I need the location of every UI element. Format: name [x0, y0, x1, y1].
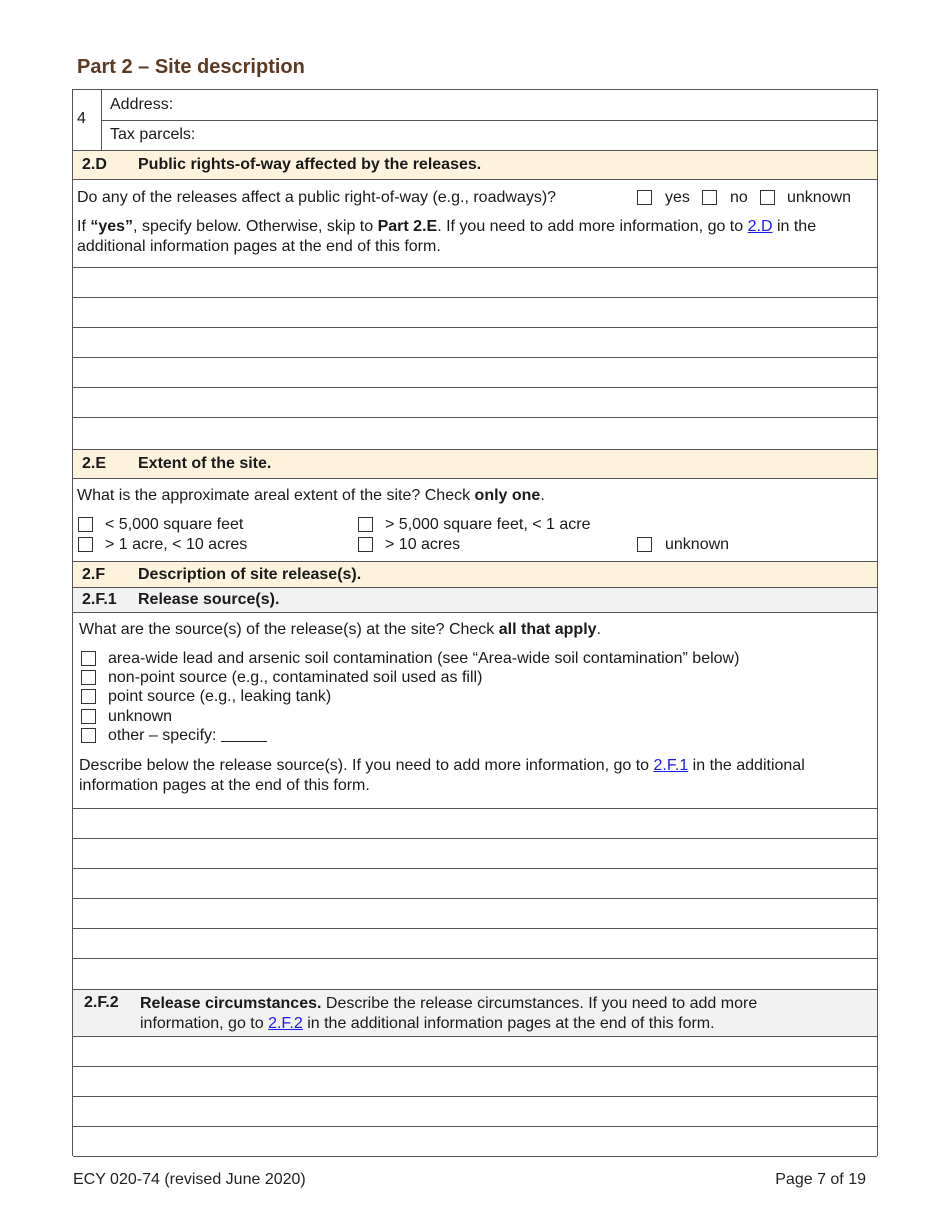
row-of-way-note — [77, 217, 871, 257]
extent-label: > 5,000 square feet, < 1 acre — [385, 516, 591, 533]
source-label-other — [108, 727, 267, 745]
source-question — [79, 621, 601, 639]
section-text: Describe the release circumstances. If you need to add more information, go to — [140, 995, 758, 1032]
entry-line-2f2-4[interactable] — [73, 1127, 877, 1157]
section-title: Release source(s). — [138, 591, 280, 608]
entry-line-2f1-3[interactable] — [73, 869, 877, 899]
address-label: Address: — [110, 96, 174, 113]
entry-line-2f1-2[interactable] — [73, 839, 877, 869]
unknown-label: unknown — [787, 189, 852, 206]
section-number: 2.F.1 — [82, 591, 117, 608]
source-label: unknown — [108, 708, 173, 725]
question-bold: only one — [474, 487, 541, 504]
note-text: in the additional information pages at the end of this form. — [79, 757, 805, 794]
section-2f2-text — [140, 994, 840, 1034]
extent-question — [77, 487, 545, 505]
entry-line-2f1-5[interactable] — [73, 929, 877, 959]
tax-parcels-field[interactable] — [102, 120, 877, 150]
section-number: 2.D — [82, 156, 107, 173]
link-2f2[interactable]: 2.F.2 — [268, 1015, 303, 1032]
source-label: area-wide lead and arsenic soil contamination (see “Area-wide soil contamination” below) — [108, 650, 740, 667]
link-2d[interactable]: 2.D — [747, 218, 773, 235]
section-2e-header — [73, 450, 877, 479]
note-text: , specify below. Otherwise, skip to — [133, 218, 378, 235]
extent-label: > 1 acre, < 10 acres — [105, 536, 248, 553]
entry-line-2f2-3[interactable] — [73, 1097, 877, 1127]
entry-line-2d-5[interactable] — [73, 388, 877, 418]
source-checkbox-unknown[interactable] — [81, 709, 96, 724]
row-address-tax — [73, 90, 877, 151]
source-checkbox-non-point[interactable] — [81, 670, 96, 685]
section-title: Description of site release(s). — [138, 566, 362, 583]
yes-label: yes — [665, 189, 690, 206]
extent-label: unknown — [665, 536, 730, 553]
section-2f1-header — [73, 588, 877, 613]
source-checkbox-point[interactable] — [81, 689, 96, 704]
note-text: Describe below the release source(s). If you need to add more information, go to — [79, 757, 654, 774]
section-title: Extent of the site. — [138, 455, 272, 472]
yes-checkbox[interactable] — [637, 190, 652, 205]
source-label: non-point source (e.g., contaminated soil used as fill) — [108, 669, 483, 686]
entry-line-2f1-6[interactable] — [73, 959, 877, 990]
row-of-way-question: Do any of the releases affect a public right-of-way (e.g., roadways)? — [77, 189, 557, 206]
entry-line-2d-1[interactable] — [73, 268, 877, 298]
entry-line-2d-2[interactable] — [73, 298, 877, 328]
section-text: in the additional information pages at the end of this form. — [302, 1015, 715, 1032]
section-2d-body — [73, 180, 877, 268]
part-title: Part 2 – Site description — [77, 56, 305, 78]
entry-line-2d-6[interactable] — [73, 418, 877, 450]
source-label: point source (e.g., leaking tank) — [108, 688, 332, 705]
note-bold-yes: “yes” — [90, 218, 134, 235]
section-2e-body — [73, 479, 877, 562]
section-2d-header — [73, 151, 877, 180]
no-label: no — [730, 189, 748, 206]
question-text: What is the approximate areal extent of the site? Check — [77, 487, 475, 504]
note-text: in the additional information pages at the end of this form. — [77, 218, 817, 255]
other-specify-field[interactable] — [221, 727, 267, 742]
entry-line-2f1-4[interactable] — [73, 899, 877, 929]
source-checkbox-area-wide[interactable] — [81, 651, 96, 666]
extent-checkbox-under-5000[interactable] — [78, 517, 93, 532]
section-2f1-body — [73, 613, 877, 809]
section-number: 2.E — [82, 455, 107, 472]
extent-checkbox-1-to-10-acres[interactable] — [78, 537, 93, 552]
extent-checkbox-over-10-acres[interactable] — [358, 537, 373, 552]
tax-parcels-label: Tax parcels: — [110, 126, 196, 143]
note-text: If — [77, 218, 91, 235]
note-bold-part: Part 2.E — [377, 218, 438, 235]
page-number: Page 7 of 19 — [775, 1171, 866, 1188]
extent-checkbox-5000-to-1-acre[interactable] — [358, 517, 373, 532]
entry-line-2f2-2[interactable] — [73, 1067, 877, 1097]
section-title: Public rights-of-way affected by the releases. — [138, 156, 482, 173]
source-label: other – specify: — [108, 727, 217, 744]
source-checkbox-other[interactable] — [81, 728, 96, 743]
link-2f1[interactable]: 2.F.1 — [653, 757, 689, 774]
extent-label: < 5,000 square feet — [105, 516, 244, 533]
question-text: What are the source(s) of the release(s) at the site? Check — [79, 621, 499, 638]
question-bold: all that apply — [498, 621, 597, 638]
row-number: 4 — [77, 110, 86, 127]
entry-line-2f1-1[interactable] — [73, 809, 877, 839]
entry-line-2f2-1[interactable] — [73, 1037, 877, 1067]
section-title: Release circumstances. — [140, 995, 322, 1012]
site-description-form — [72, 89, 878, 1156]
source-describe-note — [79, 756, 873, 796]
section-2f-header — [73, 562, 877, 588]
extent-label: > 10 acres — [385, 536, 461, 553]
entry-line-2d-4[interactable] — [73, 358, 877, 388]
question-text: . — [596, 621, 601, 638]
section-2f2-header — [73, 990, 877, 1037]
extent-checkbox-unknown[interactable] — [637, 537, 652, 552]
form-id: ECY 020-74 (revised June 2020) — [73, 1171, 306, 1188]
section-number: 2.F.2 — [84, 994, 119, 1011]
question-text: . — [540, 487, 545, 504]
note-text: . If you need to add more information, go to — [437, 218, 748, 235]
section-number: 2.F — [82, 566, 106, 583]
no-checkbox[interactable] — [702, 190, 717, 205]
unknown-checkbox[interactable] — [760, 190, 775, 205]
entry-line-2d-3[interactable] — [73, 328, 877, 358]
address-field[interactable] — [102, 90, 877, 121]
